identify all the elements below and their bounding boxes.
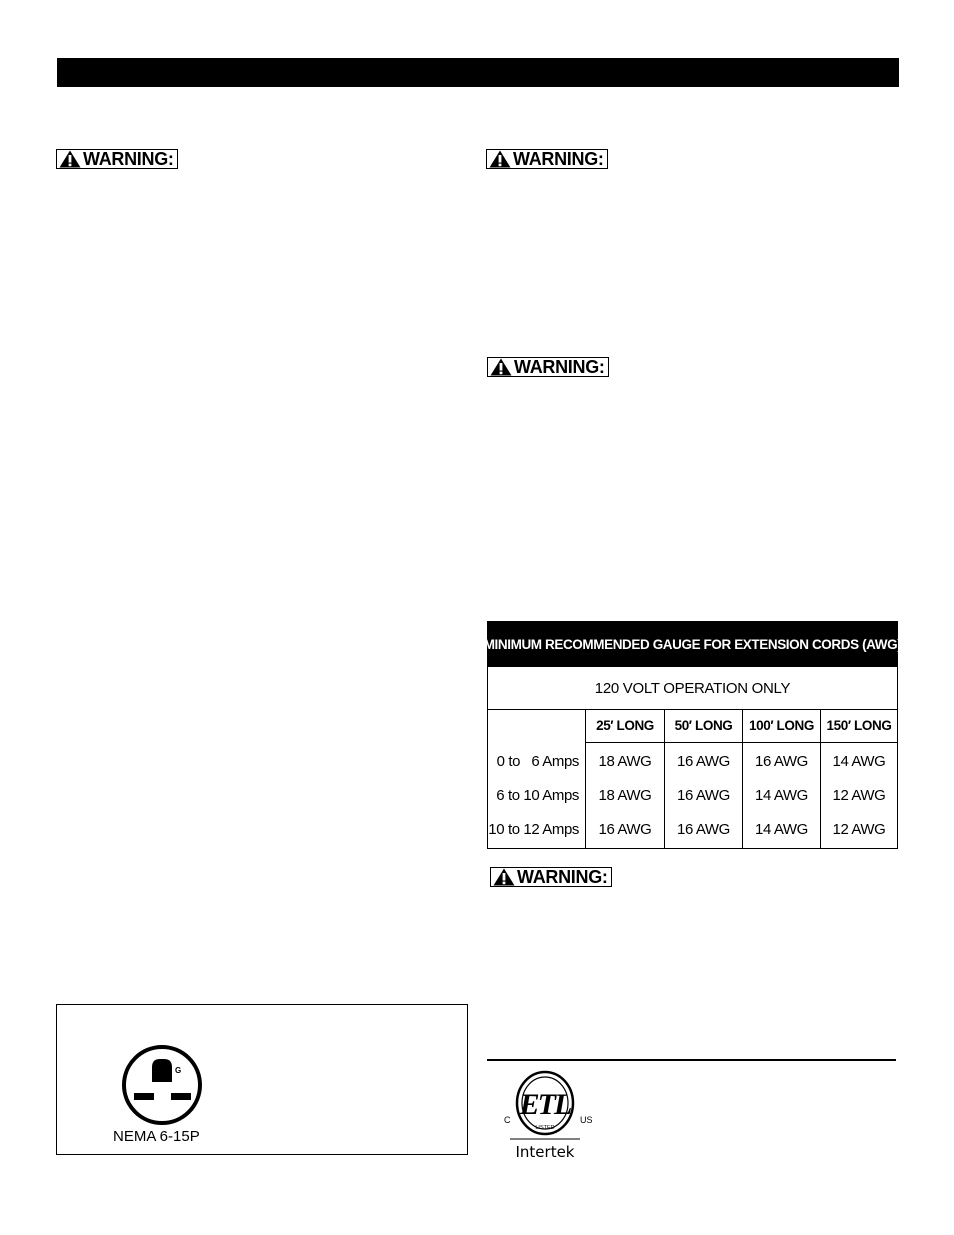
cert-us-text: US (580, 1115, 593, 1125)
warning-triangle-icon (59, 150, 81, 168)
warning-triangle-icon (493, 868, 515, 886)
row-label: 0 to 6 Amps (496, 752, 579, 770)
row-label: 10 to 12 Amps (488, 820, 579, 838)
warning-label: WARNING: (83, 149, 174, 169)
ground-letter: G (175, 1066, 182, 1075)
row-label: 6 to 10 Amps (496, 786, 579, 804)
column-header-50ft: 50′ LONG (674, 718, 733, 733)
table-cell: 12 AWG (832, 820, 886, 838)
gauge-table-title: MINIMUM RECOMMENDED GAUGE FOR EXTENSION CORDS (AWG) (488, 622, 897, 667)
header-bar (57, 58, 899, 87)
warning-triangle-icon (489, 150, 511, 168)
column-header-150ft: 150′ LONG (826, 718, 892, 733)
intertek-text: Intertek (515, 1143, 575, 1161)
etl-listed-logo (500, 1070, 605, 1165)
table-cell: 12 AWG (832, 786, 886, 804)
etl-mark: ETL (519, 1088, 571, 1121)
section-divider (487, 1059, 896, 1061)
warning-label: WARNING: (514, 357, 605, 377)
column-header-100ft: 100′ LONG (749, 718, 814, 733)
table-cell: 16 AWG (677, 752, 730, 770)
table-divider (586, 742, 897, 743)
warning-badge-3 (487, 357, 609, 377)
column-header-25ft: 25′ LONG (596, 718, 654, 733)
table-cell: 18 AWG (598, 752, 652, 770)
table-cell: 18 AWG (598, 786, 652, 804)
nema-6-15p-plug-icon (120, 1044, 206, 1130)
table-cell: 14 AWG (755, 820, 808, 838)
table-cell: 16 AWG (677, 820, 730, 838)
warning-badge-1 (56, 149, 178, 169)
warning-badge-2 (486, 149, 608, 169)
table-cell: 14 AWG (832, 752, 886, 770)
table-cell: 16 AWG (598, 820, 652, 838)
warning-badge-4 (490, 867, 612, 887)
plug-label: NEMA 6-15P (113, 1128, 200, 1145)
warning-triangle-icon (490, 358, 512, 376)
table-cell: 16 AWG (755, 752, 808, 770)
warning-label: WARNING: (513, 149, 604, 169)
listed-text: LISTED (535, 1125, 555, 1131)
warning-label: WARNING: (517, 867, 608, 887)
gauge-table-subtitle: 120 VOLT OPERATION ONLY (488, 667, 897, 710)
table-cell: 16 AWG (677, 786, 730, 804)
extension-cord-gauge-table (483, 621, 902, 849)
cert-c-text: C (504, 1115, 511, 1125)
table-cell: 14 AWG (755, 786, 808, 804)
